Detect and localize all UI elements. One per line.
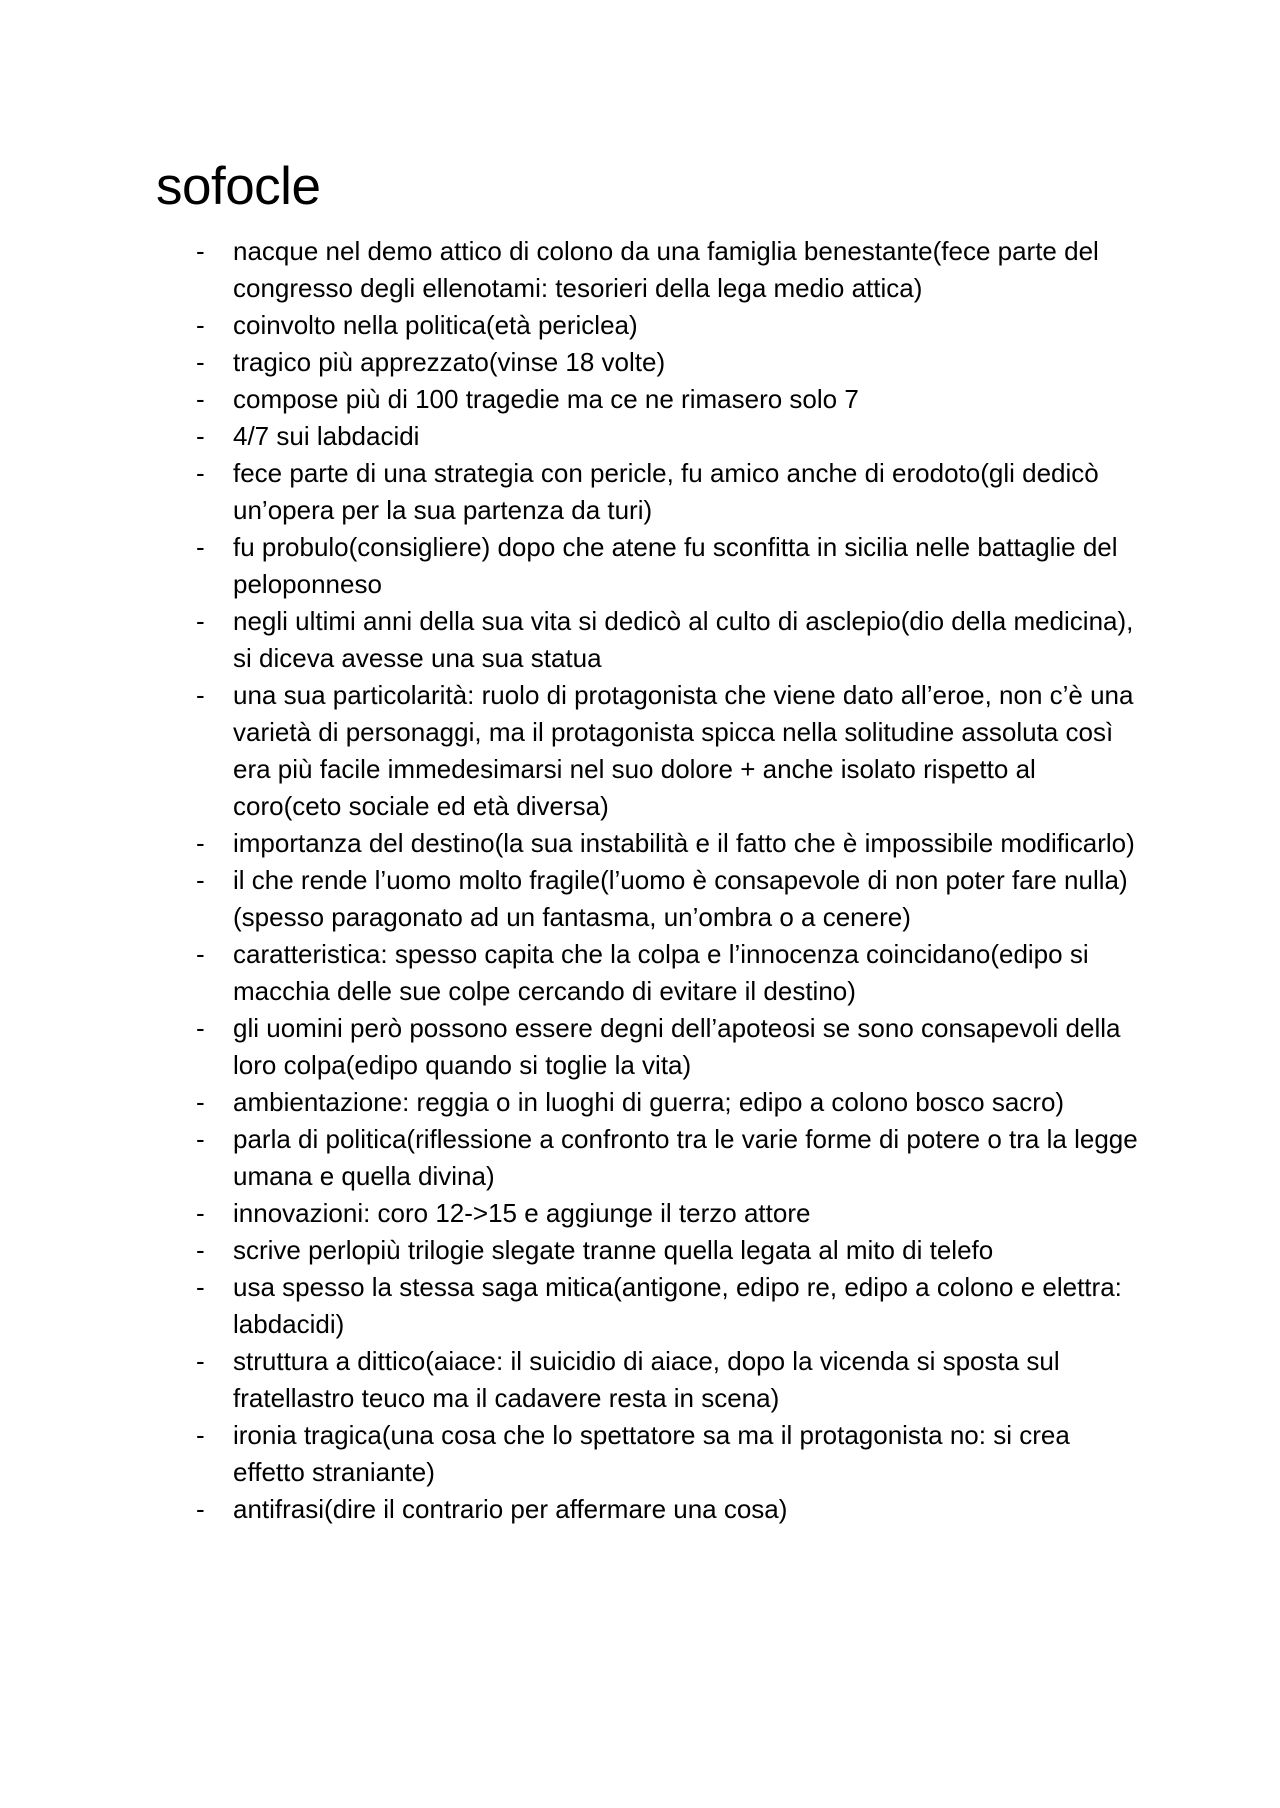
list-item (0, 1343, 1138, 1417)
list-item-text: coinvolto nella politica(età periclea) (233, 310, 638, 340)
bullet-dash: - (196, 828, 205, 858)
bullet-dash: - (196, 1420, 205, 1450)
bullet-dash: - (196, 532, 205, 562)
bullet-dash: - (196, 1346, 205, 1376)
bullet-dash: - (196, 310, 205, 340)
list-item (0, 1084, 1138, 1121)
list-item-text: fece parte di una strategia con pericle, fu amico anche di erodoto(gli dedicò un’opera per la sua partenza da turi) (233, 458, 1099, 525)
notes-list (0, 233, 1280, 1528)
bullet-dash: - (196, 1235, 205, 1265)
bullet-dash: - (196, 1013, 205, 1043)
bullet-dash: - (196, 1272, 205, 1302)
list-item (0, 862, 1138, 936)
list-item (0, 1232, 1138, 1269)
list-item-text: compose più di 100 tragedie ma ce ne rimasero solo 7 (233, 384, 859, 414)
bullet-dash: - (196, 384, 205, 414)
bullet-dash: - (196, 421, 205, 451)
list-item-text: usa spesso la stessa saga mitica(antigone, edipo re, edipo a colono e elettra: labdacidi) (233, 1272, 1122, 1339)
bullet-dash: - (196, 939, 205, 969)
list-item (0, 677, 1138, 825)
list-item-text: nacque nel demo attico di colono da una famiglia benestante(fece parte del congresso degli ellenotami: tesorieri della lega medio attica) (233, 236, 1099, 303)
list-item (0, 936, 1138, 1010)
bullet-dash: - (196, 865, 205, 895)
bullet-dash: - (196, 1198, 205, 1228)
list-item (0, 418, 1138, 455)
list-item-text: ambientazione: reggia o in luoghi di guerra; edipo a colono bosco sacro) (233, 1087, 1065, 1117)
list-item-text: negli ultimi anni della sua vita si dedicò al culto di asclepio(dio della medicina), si diceva avesse una sua statua (233, 606, 1134, 673)
list-item (0, 825, 1138, 862)
list-item (0, 1417, 1138, 1491)
bullet-dash: - (196, 1494, 205, 1524)
bullet-dash: - (196, 1087, 205, 1117)
bullet-dash: - (196, 347, 205, 377)
list-item-text: antifrasi(dire il contrario per affermare una cosa) (233, 1494, 788, 1524)
list-item (0, 1010, 1138, 1084)
page-title: sofocle (156, 157, 321, 216)
list-item-text: 4/7 sui labdacidi (233, 421, 420, 451)
bullet-dash: - (196, 458, 205, 488)
list-item (0, 307, 1138, 344)
list-item (0, 603, 1138, 677)
bullet-dash: - (196, 236, 205, 266)
list-item (0, 1269, 1138, 1343)
list-item (0, 1491, 1138, 1528)
list-item-text: importanza del destino(la sua instabilità e il fatto che è impossibile modificarlo) (233, 828, 1135, 858)
bullet-dash: - (196, 680, 205, 710)
list-item (0, 381, 1138, 418)
bullet-dash: - (196, 1124, 205, 1154)
list-item-text: caratteristica: spesso capita che la colpa e l’innocenza coincidano(edipo si macchia delle sue colpe cercando di evitare il destino) (233, 939, 1089, 1006)
list-item (0, 529, 1138, 603)
list-item-text: scrive perlopiù trilogie slegate tranne quella legata al mito di telefo (233, 1235, 994, 1265)
list-item-text: struttura a dittico(aiace: il suicidio di aiace, dopo la vicenda si sposta sul fratellastro teuco ma il cadavere resta in scena) (233, 1346, 1060, 1413)
list-item (0, 455, 1138, 529)
list-item (0, 344, 1138, 381)
bullet-dash: - (196, 606, 205, 636)
list-item-text: il che rende l’uomo molto fragile(l’uomo è consapevole di non poter fare nulla)(spesso paragonato ad un fantasma, un’ombra o a cenere) (233, 865, 1128, 932)
list-item-text: parla di politica(riflessione a confronto tra le varie forme di potere o tra la legge umana e quella divina) (233, 1124, 1138, 1191)
list-item (0, 233, 1138, 307)
list-item (0, 1121, 1138, 1195)
list-item-text: tragico più apprezzato(vinse 18 volte) (233, 347, 666, 377)
list-item-text: una sua particolarità: ruolo di protagonista che viene dato all’eroe, non c’è una varietà di personaggi, ma il protagonista spicca nella solitudine assoluta così era più facile immedesimarsi nel suo dolore + anche isolato rispetto al coro(ceto sociale ed età diversa) (233, 680, 1134, 821)
list-item-text: innovazioni: coro 12->15 e aggiunge il terzo attore (233, 1198, 811, 1228)
list-item-text: ironia tragica(una cosa che lo spettatore sa ma il protagonista no: si crea effetto straniante) (233, 1420, 1070, 1487)
list-item (0, 1195, 1138, 1232)
list-item-text: gli uomini però possono essere degni dell’apoteosi se sono consapevoli della loro colpa(edipo quando si toglie la vita) (233, 1013, 1121, 1080)
list-item-text: fu probulo(consigliere) dopo che atene fu sconfitta in sicilia nelle battaglie del peloponneso (233, 532, 1118, 599)
